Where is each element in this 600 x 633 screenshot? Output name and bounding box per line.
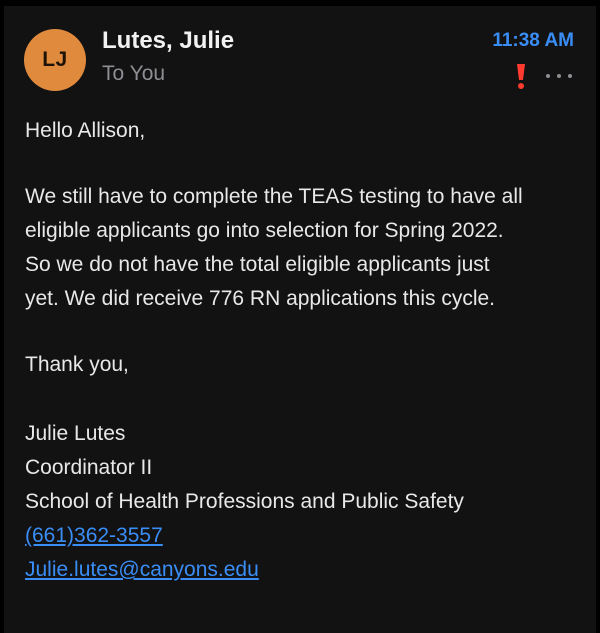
greeting [25,114,585,148]
paragraph-line: yet. We did receive 776 RN applications this cycle. [25,287,495,310]
signature [25,417,585,587]
closing-text: Thank you, [25,353,129,376]
signature-department: School of Health Professions and Public Safety [25,490,464,513]
phone-link[interactable]: (661)362-3557 [25,524,163,547]
avatar[interactable]: LJ [24,29,86,91]
sender-name[interactable]: Lutes, Julie [102,27,235,54]
exclamation-icon[interactable] [512,62,530,90]
paragraph-line: eligible applicants go into selection for Spring 2022. [25,219,504,242]
recipient-label: To You [102,62,166,85]
signature-title: Coordinator II [25,456,153,479]
message-paragraph [25,180,585,316]
signature-name: Julie Lutes [25,422,126,445]
paragraph-line: So we do not have the total eligible applicants just [25,253,490,276]
email-link[interactable]: Julie.lutes@canyons.edu [25,558,259,581]
paragraph-line: We still have to complete the TEAS testing to have all [25,185,523,208]
closing [25,348,585,382]
more-dots-icon[interactable] [546,69,572,83]
greeting-text: Hello Allison, [25,119,146,142]
message-time: 11:38 AM [492,30,574,51]
